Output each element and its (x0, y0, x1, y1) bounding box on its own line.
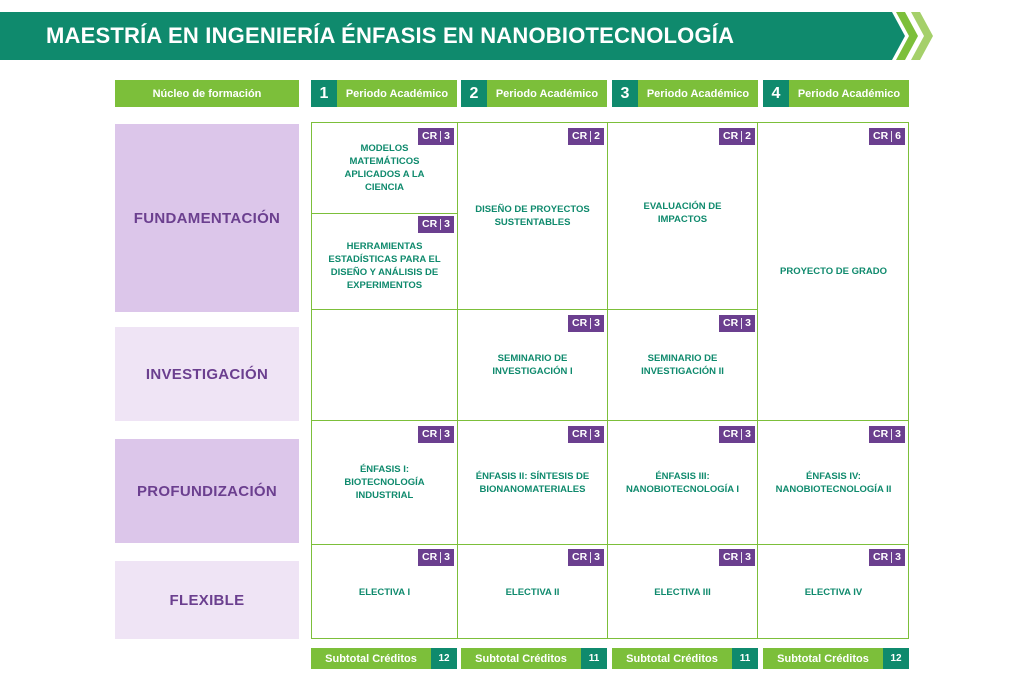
subtotal-value: 11 (732, 648, 758, 669)
credits-value: 3 (444, 428, 451, 440)
subtotal-2 (461, 648, 607, 669)
credits-value: 3 (444, 130, 451, 142)
credits-badge (568, 549, 604, 566)
credits-value: 2 (745, 130, 752, 142)
course-name: ÉNFASIS III: NANOBIOTECNOLOGÍA I (625, 470, 740, 495)
credits-value: 3 (444, 551, 451, 563)
course-name: ELECTIVA III (654, 586, 711, 598)
period-number: 4 (763, 80, 789, 107)
period-header-3 (612, 80, 758, 107)
cr-prefix: CR (422, 551, 438, 563)
cr-prefix: CR (723, 130, 739, 142)
credits-value: 3 (594, 551, 601, 563)
credits-badge (869, 549, 905, 566)
credits-value: 3 (745, 551, 752, 563)
course-cell (758, 123, 909, 420)
course-name: EVALUACIÓN DE IMPACTOS (643, 201, 722, 225)
subtotal-3 (612, 648, 758, 669)
course-name: SEMINARIO DE INVESTIGACIÓN I (492, 353, 573, 377)
period-label: Periodo Académico (495, 87, 599, 100)
credits-value: 3 (745, 428, 752, 440)
row-label-flexible: FLEXIBLE (115, 561, 299, 639)
cr-prefix: CR (422, 428, 438, 440)
credits-badge (869, 128, 905, 145)
course-name: SEMINARIO DE INVESTIGACIÓN II (641, 353, 724, 377)
cr-prefix: CR (873, 130, 889, 142)
page-title: MAESTRÍA EN INGENIERÍA ÉNFASIS EN NANOBIOTECNOLOGÍA (46, 23, 735, 48)
course-name: ÉNFASIS IV: NANOBIOTECNOLOGÍA II (775, 470, 892, 495)
course-name: ELECTIVA IV (804, 586, 863, 598)
course-cell (458, 123, 607, 309)
subtotal-label: Subtotal Créditos (475, 652, 567, 665)
row-label-fundamentacion: FUNDAMENTACIÓN (115, 124, 299, 312)
course-name: HERRAMIENTAS ESTADÍSTICAS PARA EL DISEÑO Y ANÁLISIS DE EXPERIMENTOS (328, 240, 441, 291)
row-label-profundizacion: PROFUNDIZACIÓN (115, 439, 299, 543)
period-header-1 (311, 80, 457, 107)
cr-prefix: CR (723, 317, 739, 329)
cr-prefix: CR (572, 428, 588, 440)
subtotal-label: Subtotal Créditos (626, 652, 718, 665)
cr-prefix: CR (723, 428, 739, 440)
cr-prefix: CR (723, 551, 739, 563)
credits-value: 3 (594, 428, 601, 440)
period-header-2 (461, 80, 607, 107)
course-name: ELECTIVA I (358, 586, 411, 598)
credits-badge (719, 128, 755, 145)
period-number: 2 (461, 80, 487, 107)
cr-prefix: CR (873, 551, 889, 563)
subtotal-1 (311, 648, 457, 669)
credits-badge (418, 549, 454, 566)
period-number: 3 (612, 80, 638, 107)
cr-prefix: CR (572, 317, 588, 329)
course-name: DISEÑO DE PROYECTOS SUSTENTABLES (475, 204, 590, 228)
credits-badge (418, 216, 454, 233)
credits-badge (869, 426, 905, 443)
credits-badge (568, 426, 604, 443)
credits-badge (418, 426, 454, 443)
nucleo-header: Núcleo de formación (115, 80, 299, 107)
credits-value: 3 (444, 218, 451, 230)
curriculum-grid (311, 122, 909, 639)
subtotal-value: 11 (581, 648, 607, 669)
subtotal-4 (763, 648, 909, 669)
course-name: ÉNFASIS I: BIOTECNOLOGÍA INDUSTRIAL (344, 464, 425, 501)
subtotal-value: 12 (883, 648, 909, 669)
credits-badge (719, 315, 755, 332)
course-name: MODELOS MATEMÁTICOS APLICADOS A LA CIENCIA (344, 143, 425, 193)
subtotal-value: 12 (431, 648, 457, 669)
period-label: Periodo Académico (345, 87, 449, 100)
cr-prefix: CR (572, 551, 588, 563)
credits-badge (418, 128, 454, 145)
credits-badge (719, 426, 755, 443)
credits-badge (568, 315, 604, 332)
subtotal-label: Subtotal Créditos (777, 652, 869, 665)
period-header-4 (763, 80, 909, 107)
course-cell (608, 123, 757, 309)
credits-value: 3 (594, 317, 601, 329)
credits-value: 3 (745, 317, 752, 329)
credits-value: 3 (895, 428, 902, 440)
course-name: ELECTIVA II (505, 586, 560, 598)
cr-prefix: CR (422, 218, 438, 230)
credits-value: 2 (594, 130, 601, 142)
period-number: 1 (311, 80, 337, 107)
credits-value: 6 (895, 130, 902, 142)
credits-value: 3 (895, 551, 902, 563)
period-label: Periodo Académico (646, 87, 750, 100)
course-name: ÉNFASIS II: SÍNTESIS DE BIONANOMATERIALES (475, 470, 590, 495)
period-label: Periodo Académico (797, 87, 901, 100)
cr-prefix: CR (422, 130, 438, 142)
course-name: PROYECTO DE GRADO (780, 266, 887, 277)
subtotal-label: Subtotal Créditos (325, 652, 417, 665)
row-label-investigacion: INVESTIGACIÓN (115, 327, 299, 421)
cr-prefix: CR (873, 428, 889, 440)
credits-badge (719, 549, 755, 566)
cr-prefix: CR (572, 130, 588, 142)
credits-badge (568, 128, 604, 145)
